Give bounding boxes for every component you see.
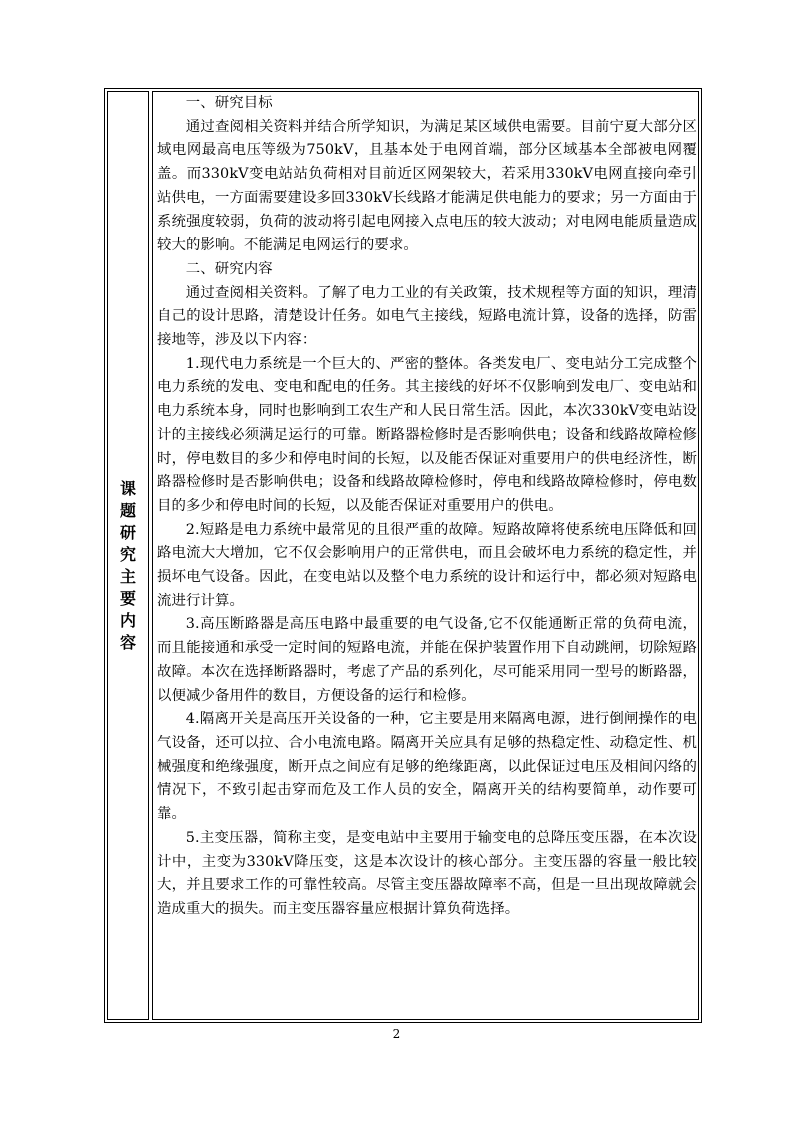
section-label-char: 主 (119, 567, 136, 586)
section-label-char: 究 (119, 545, 136, 564)
section-label-char: 课 (119, 479, 136, 498)
heading-research-goal: 一、研究目标 (185, 95, 273, 111)
paragraph: 2.短路是电力系统中最常见的且很严重的故障。短路故障将使系统电压降低和回路电流大大增加，它不仅会影响用户的正常供电，而且会破坏电力系统的稳定性，并损坏电气设备。因此，在变电站以及整个电力系统的设计和运行中，都必须对短路电流进行计算。 (157, 521, 697, 609)
paragraph: 1.现代电力系统是一个巨大的、严密的整体。各类发电厂、变电站分工完成整个电力系统的发电、变电和配电的任务。其主接线的好坏不仅影响到发电厂、变电站和电力系统本身，同时也影响到工农生产和人民日常生活。因此，本次330kV变电站设计的主接线必须满足运行的可靠。断路器检修时是否影响供电；设备和线路故障检修时，停电数目的多少和停电时间的长短，以及能否保证对重要用户的供电经济性，断路器检修时是否影响供电；设备和线路故障检修时，停电和线路故障检修时，停电数目的多少和停电时间的长短，以及能否保证对重要用户的供电。 (157, 355, 697, 514)
paragraph: 通过查阅相关资料。了解了电力工业的有关政策，技术规程等方面的知识，理清自己的设计思路，清楚设计任务。如电气主接线，短路电流计算，设备的选择，防雷接地等，涉及以下内容： (157, 284, 697, 349)
section-label-char: 要 (119, 589, 136, 608)
page-number: 2 (392, 1027, 401, 1041)
section-label-char: 题 (119, 501, 136, 520)
section-label-char: 容 (119, 633, 136, 652)
section-label-char: 研 (119, 523, 136, 542)
paragraph: 3.高压断路器是高压电路中最重要的电气设备,它不仅能通断正常的负荷电流，而且能接通和承受一定时间的短路电流，并能在保护装置作用下自动跳闸，切除短路故障。本次在选择断路器时，考虑了产品的系列化，尽可能采用同一型号的断路器，以便减少备用件的数目，方便设备的运行和检修。 (157, 616, 697, 704)
research-content (157, 92, 697, 922)
heading-research-content: 二、研究内容 (185, 260, 273, 277)
paragraph: 5.主变压器，简称主变，是变电站中主要用于输变电的总降压变压器，在本次设计中，主变为330kV降压变，这是本次设计的核心部分。主变压器的容量一般比较大，并且要求工作的可靠性较高。尽管主变压器故障率不高，但是一旦出现故障就会造成重大的损失。而主变压器容量应根据计算负荷选择。 (157, 829, 697, 917)
paragraph: 通过查阅相关资料并结合所学知识，为满足某区域供电需要。目前宁夏大部分区域电网最高电压等级为750kV，且基本处于电网首端，部分区域基本全部被电网覆盖。而330kV变电站站负荷相对目前近区网架较大，若采用330kV电网直接向牵引站供电，一方面需要建设多回330kV长线路才能满足供电能力的要求；另一方面由于系统强度较弱，负荷的波动将引起电网接入点电压的较大波动；对电网电能质量造成较大的影响。不能满足电网运行的要求。 (157, 118, 697, 254)
paragraph: 4.隔离开关是高压开关设备的一种，它主要是用来隔离电源，进行倒闸操作的电气设备，还可以拉、合小电流电路。隔离开关应具有足够的热稳定性、动稳定性、机械强度和绝缘强度，断开点之间应有足够的绝缘距离，以此保证过电压及相间闪络的情况下，不致引起击穿而危及工作人员的安全，隔离开关的结构要简单，动作要可靠。 (157, 711, 697, 823)
section-label-char: 内 (119, 611, 136, 630)
section-label (107, 478, 149, 654)
